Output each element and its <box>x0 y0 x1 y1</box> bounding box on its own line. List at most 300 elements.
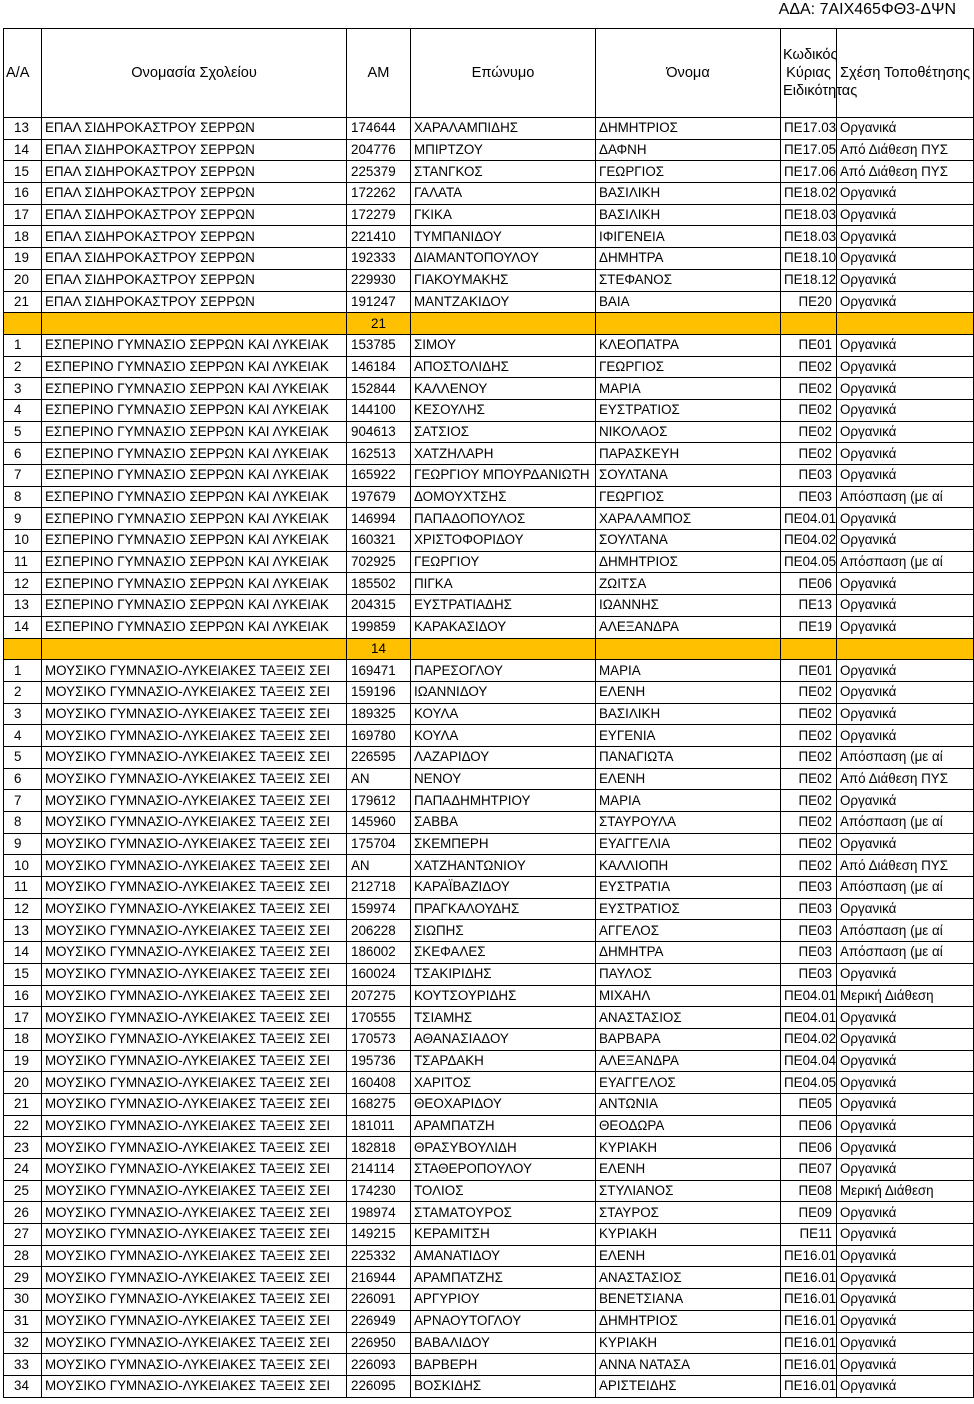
cell-surname: ΓΙΑΚΟΥΜΑΚΗΣ <box>411 269 596 291</box>
cell-surname: ΒΑΒΑΛΙΔΟΥ <box>411 1332 596 1354</box>
cell-am: 198974 <box>347 1202 411 1224</box>
cell-am: 191247 <box>347 291 411 313</box>
table-row <box>4 161 974 183</box>
table-row <box>4 963 974 985</box>
cell-name: ΜΑΡΙΑ <box>596 378 781 400</box>
cell-surname: ΣΚΕΦΑΛΕΣ <box>411 942 596 964</box>
table-row <box>4 1137 974 1159</box>
cell-aa: 29 <box>4 1267 42 1289</box>
group-count-blank <box>781 638 837 660</box>
cell-school: ΜΟΥΣΙΚΟ ΓΥΜΝΑΣΙΟ-ΛΥΚΕΙΑΚΕΣ ΤΑΞΕΙΣ ΣΕΙ <box>42 1028 347 1050</box>
cell-aa: 3 <box>4 378 42 400</box>
cell-am: 226095 <box>347 1375 411 1397</box>
cell-aa: 7 <box>4 790 42 812</box>
cell-school: ΕΣΠΕΡΙΝΟ ΓΥΜΝΑΣΙΟ ΣΕΡΡΩΝ ΚΑΙ ΛΥΚΕΙΑΚ <box>42 616 347 638</box>
document-ada-code: ΑΔΑ: 7ΑΙΧ465ΦΘ3-ΔΨΝ <box>778 1 956 18</box>
cell-school: ΕΠΑΛ ΣΙΔΗΡΟΚΑΣΤΡΟΥ ΣΕΡΡΩΝ <box>42 291 347 313</box>
cell-specialty: ΠΕ06 <box>781 1115 837 1137</box>
cell-specialty: ΠΕ02 <box>781 855 837 877</box>
cell-specialty: ΠΕ04.04 <box>781 1050 837 1072</box>
table-row <box>4 768 974 790</box>
cell-school: ΕΣΠΕΡΙΝΟ ΓΥΜΝΑΣΙΟ ΣΕΡΡΩΝ ΚΑΙ ΛΥΚΕΙΑΚ <box>42 378 347 400</box>
cell-name: ΠΑΥΛΟΣ <box>596 963 781 985</box>
table-row <box>4 1007 974 1029</box>
cell-am: 199859 <box>347 616 411 638</box>
cell-surname: ΓΕΩΡΓΙΟΥ ΜΠΟΥΡΔΑΝΙΩΤΗ <box>411 465 596 487</box>
cell-specialty: ΠΕ16.01 <box>781 1267 837 1289</box>
cell-name: ΓΕΩΡΓΙΟΣ <box>596 356 781 378</box>
cell-school: ΜΟΥΣΙΚΟ ΓΥΜΝΑΣΙΟ-ΛΥΚΕΙΑΚΕΣ ΤΑΞΕΙΣ ΣΕΙ <box>42 725 347 747</box>
cell-am: 214114 <box>347 1159 411 1181</box>
cell-school: ΕΣΠΕΡΙΝΟ ΓΥΜΝΑΣΙΟ ΣΕΡΡΩΝ ΚΑΙ ΛΥΚΕΙΑΚ <box>42 334 347 356</box>
cell-relation: Από Διάθεση ΠΥΣ <box>837 161 974 183</box>
cell-am: 226093 <box>347 1354 411 1376</box>
cell-specialty: ΠΕ03 <box>781 898 837 920</box>
table-row <box>4 399 974 421</box>
cell-aa: 31 <box>4 1310 42 1332</box>
cell-aa: 9 <box>4 508 42 530</box>
table-row <box>4 595 974 617</box>
cell-name: ΔΗΜΗΤΡΙΟΣ <box>596 1310 781 1332</box>
table-row <box>4 877 974 899</box>
cell-surname: ΓΑΛΑΤΑ <box>411 183 596 205</box>
cell-relation: Οργανικά <box>837 334 974 356</box>
cell-aa: 1 <box>4 334 42 356</box>
table-row <box>4 985 974 1007</box>
table-row <box>4 530 974 552</box>
cell-surname: ΑΠΟΣΤΟΛΙΔΗΣ <box>411 356 596 378</box>
cell-name: ΕΥΑΓΓΕΛΟΣ <box>596 1072 781 1094</box>
cell-school: ΜΟΥΣΙΚΟ ΓΥΜΝΑΣΙΟ-ΛΥΚΕΙΑΚΕΣ ΤΑΞΕΙΣ ΣΕΙ <box>42 855 347 877</box>
cell-am: 904613 <box>347 421 411 443</box>
cell-aa: 5 <box>4 746 42 768</box>
table-row <box>4 1354 974 1376</box>
cell-aa: 13 <box>4 920 42 942</box>
cell-surname: ΣΑΤΣΙΟΣ <box>411 421 596 443</box>
table-row <box>4 421 974 443</box>
cell-name: ΠΑΡΑΣΚΕΥΗ <box>596 443 781 465</box>
cell-specialty: ΠΕ03 <box>781 877 837 899</box>
cell-name: ΣΟΥΛΤΑΝΑ <box>596 530 781 552</box>
cell-specialty: ΠΕ04.01 <box>781 508 837 530</box>
cell-school: ΜΟΥΣΙΚΟ ΓΥΜΝΑΣΙΟ-ΛΥΚΕΙΑΚΕΣ ΤΑΞΕΙΣ ΣΕΙ <box>42 1093 347 1115</box>
cell-am: 204776 <box>347 139 411 161</box>
cell-name: ΣΤΑΥΡΟΥΛΑ <box>596 812 781 834</box>
cell-name: ΣΤΕΦΑΝΟΣ <box>596 269 781 291</box>
cell-am: 221410 <box>347 226 411 248</box>
cell-surname: ΧΡΙΣΤΟΦΟΡΙΔΟΥ <box>411 530 596 552</box>
cell-name: ΣΤΑΥΡΟΣ <box>596 1202 781 1224</box>
cell-aa: 12 <box>4 898 42 920</box>
cell-school: ΜΟΥΣΙΚΟ ΓΥΜΝΑΣΙΟ-ΛΥΚΕΙΑΚΕΣ ΤΑΞΕΙΣ ΣΕΙ <box>42 877 347 899</box>
cell-am: 170555 <box>347 1007 411 1029</box>
group-count: 21 <box>347 313 411 335</box>
cell-am: 165922 <box>347 465 411 487</box>
header-specialty: Κωδικός Κύριας Ειδικότητας <box>781 29 837 118</box>
cell-relation: Οργανικά <box>837 1050 974 1072</box>
cell-relation: Οργανικά <box>837 1289 974 1311</box>
cell-relation: Απόσπαση (με αί <box>837 746 974 768</box>
cell-specialty: ΠΕ06 <box>781 573 837 595</box>
cell-name: ΒΑΣΙΛΙΚΗ <box>596 204 781 226</box>
cell-relation: Οργανικά <box>837 790 974 812</box>
cell-specialty: ΠΕ02 <box>781 790 837 812</box>
cell-am: 204315 <box>347 595 411 617</box>
cell-specialty: ΠΕ01 <box>781 334 837 356</box>
table-row <box>4 1332 974 1354</box>
cell-specialty: ΠΕ04.05 <box>781 551 837 573</box>
cell-school: ΜΟΥΣΙΚΟ ΓΥΜΝΑΣΙΟ-ΛΥΚΕΙΑΚΕΣ ΤΑΞΕΙΣ ΣΕΙ <box>42 1137 347 1159</box>
cell-name: ΜΑΡΙΑ <box>596 660 781 682</box>
cell-specialty: ΠΕ02 <box>781 768 837 790</box>
cell-specialty: ΠΕ02 <box>781 703 837 725</box>
group-count-blank <box>4 638 42 660</box>
header-aa: Α/Α <box>4 29 42 118</box>
group-count-row <box>4 313 974 335</box>
cell-specialty: ΠΕ02 <box>781 356 837 378</box>
cell-relation: Μερική Διάθεση <box>837 1180 974 1202</box>
cell-aa: 9 <box>4 833 42 855</box>
cell-school: ΜΟΥΣΙΚΟ ΓΥΜΝΑΣΙΟ-ΛΥΚΕΙΑΚΕΣ ΤΑΞΕΙΣ ΣΕΙ <box>42 1354 347 1376</box>
table-row <box>4 226 974 248</box>
cell-am: 174230 <box>347 1180 411 1202</box>
cell-am: 175704 <box>347 833 411 855</box>
header-school: Ονομασία Σχολείου <box>42 29 347 118</box>
cell-specialty: ΠΕ16.01 <box>781 1289 837 1311</box>
cell-name: ΚΛΕΟΠΑΤΡΑ <box>596 334 781 356</box>
cell-am: 186002 <box>347 942 411 964</box>
group-count-blank <box>42 313 347 335</box>
table-body <box>4 118 974 1398</box>
cell-aa: 20 <box>4 269 42 291</box>
cell-school: ΕΠΑΛ ΣΙΔΗΡΟΚΑΣΤΡΟΥ ΣΕΡΡΩΝ <box>42 248 347 270</box>
cell-relation: Οργανικά <box>837 681 974 703</box>
cell-specialty: ΠΕ19 <box>781 616 837 638</box>
header-relation: Σχέση Τοποθέτησης <box>837 29 974 118</box>
cell-name: ΔΗΜΗΤΡΙΟΣ <box>596 551 781 573</box>
cell-aa: 26 <box>4 1202 42 1224</box>
cell-name: ΓΕΩΡΓΙΟΣ <box>596 161 781 183</box>
cell-surname: ΑΜΑΝΑΤΙΔΟΥ <box>411 1245 596 1267</box>
cell-am: 169780 <box>347 725 411 747</box>
header-surname: Επώνυμο <box>411 29 596 118</box>
cell-school: ΕΣΠΕΡΙΝΟ ΓΥΜΝΑΣΙΟ ΣΕΡΡΩΝ ΚΑΙ ΛΥΚΕΙΑΚ <box>42 399 347 421</box>
cell-specialty: ΠΕ18.03 <box>781 226 837 248</box>
cell-aa: 10 <box>4 855 42 877</box>
cell-specialty: ΠΕ16.01 <box>781 1375 837 1397</box>
cell-school: ΕΣΠΕΡΙΝΟ ΓΥΜΝΑΣΙΟ ΣΕΡΡΩΝ ΚΑΙ ΛΥΚΕΙΑΚ <box>42 595 347 617</box>
cell-specialty: ΠΕ02 <box>781 681 837 703</box>
cell-school: ΕΣΠΕΡΙΝΟ ΓΥΜΝΑΣΙΟ ΣΕΡΡΩΝ ΚΑΙ ΛΥΚΕΙΑΚ <box>42 551 347 573</box>
cell-school: ΕΣΠΕΡΙΝΟ ΓΥΜΝΑΣΙΟ ΣΕΡΡΩΝ ΚΑΙ ΛΥΚΕΙΑΚ <box>42 508 347 530</box>
cell-aa: 6 <box>4 443 42 465</box>
cell-relation: Οργανικά <box>837 1224 974 1246</box>
cell-name: ΚΑΛΛΙΟΠΗ <box>596 855 781 877</box>
cell-relation: Οργανικά <box>837 616 974 638</box>
cell-am: ΑΝ <box>347 768 411 790</box>
table-row <box>4 833 974 855</box>
cell-name: ΑΝΑΣΤΑΣΙΟΣ <box>596 1267 781 1289</box>
group-count-blank <box>837 638 974 660</box>
cell-name: ΙΦΙΓΕΝΕΙΑ <box>596 226 781 248</box>
cell-specialty: ΠΕ13 <box>781 595 837 617</box>
table-row <box>4 1093 974 1115</box>
cell-am: 192333 <box>347 248 411 270</box>
cell-aa: 13 <box>4 118 42 140</box>
cell-aa: 24 <box>4 1159 42 1181</box>
cell-relation: Οργανικά <box>837 660 974 682</box>
cell-relation: Οργανικά <box>837 725 974 747</box>
cell-name: ΔΗΜΗΤΡΑ <box>596 248 781 270</box>
cell-relation: Οργανικά <box>837 118 974 140</box>
cell-aa: 12 <box>4 573 42 595</box>
cell-relation: Οργανικά <box>837 1137 974 1159</box>
cell-am: 145960 <box>347 812 411 834</box>
cell-relation: Οργανικά <box>837 1202 974 1224</box>
cell-relation: Οργανικά <box>837 269 974 291</box>
cell-surname: ΑΡΓΥΡΙΟΥ <box>411 1289 596 1311</box>
cell-specialty: ΠΕ03 <box>781 963 837 985</box>
table-row <box>4 1072 974 1094</box>
cell-name: ΚΥΡΙΑΚΗ <box>596 1224 781 1246</box>
cell-surname: ΤΣΑΡΔΑΚΗ <box>411 1050 596 1072</box>
cell-specialty: ΠΕ16.01 <box>781 1310 837 1332</box>
table-row <box>4 291 974 313</box>
cell-aa: 28 <box>4 1245 42 1267</box>
cell-name: ΑΡΙΣΤΕΙΔΗΣ <box>596 1375 781 1397</box>
cell-relation: Απόσπαση (με αί <box>837 812 974 834</box>
table-row <box>4 1310 974 1332</box>
cell-name: ΧΑΡΑΛΑΜΠΟΣ <box>596 508 781 530</box>
cell-surname: ΠΑΡΕΣΟΓΛΟΥ <box>411 660 596 682</box>
cell-school: ΕΣΠΕΡΙΝΟ ΓΥΜΝΑΣΙΟ ΣΕΡΡΩΝ ΚΑΙ ΛΥΚΕΙΑΚ <box>42 486 347 508</box>
cell-specialty: ΠΕ16.01 <box>781 1354 837 1376</box>
cell-name: ΕΥΑΓΓΕΛΙΑ <box>596 833 781 855</box>
cell-school: ΜΟΥΣΙΚΟ ΓΥΜΝΑΣΙΟ-ΛΥΚΕΙΑΚΕΣ ΤΑΞΕΙΣ ΣΕΙ <box>42 1332 347 1354</box>
cell-aa: 19 <box>4 1050 42 1072</box>
cell-am: 185502 <box>347 573 411 595</box>
cell-relation: Οργανικά <box>837 378 974 400</box>
cell-am: 153785 <box>347 334 411 356</box>
cell-specialty: ΠΕ02 <box>781 725 837 747</box>
cell-relation: Οργανικά <box>837 465 974 487</box>
cell-relation: Οργανικά <box>837 248 974 270</box>
cell-surname: ΣΙΜΟΥ <box>411 334 596 356</box>
cell-am: 159974 <box>347 898 411 920</box>
cell-surname: ΔΙΑΜΑΝΤΟΠΟΥΛΟΥ <box>411 248 596 270</box>
cell-name: ΜΙΧΑΗΛ <box>596 985 781 1007</box>
table-row <box>4 334 974 356</box>
cell-specialty: ΠΕ01 <box>781 660 837 682</box>
cell-am: 172262 <box>347 183 411 205</box>
cell-specialty: ΠΕ18.10 <box>781 248 837 270</box>
cell-specialty: ΠΕ02 <box>781 378 837 400</box>
cell-school: ΜΟΥΣΙΚΟ ΓΥΜΝΑΣΙΟ-ΛΥΚΕΙΑΚΕΣ ΤΑΞΕΙΣ ΣΕΙ <box>42 920 347 942</box>
cell-relation: Οργανικά <box>837 1159 974 1181</box>
group-count-blank <box>596 313 781 335</box>
cell-am: 207275 <box>347 985 411 1007</box>
cell-relation: Οργανικά <box>837 1332 974 1354</box>
cell-am: 212718 <box>347 877 411 899</box>
table-row <box>4 508 974 530</box>
cell-school: ΜΟΥΣΙΚΟ ΓΥΜΝΑΣΙΟ-ΛΥΚΕΙΑΚΕΣ ΤΑΞΕΙΣ ΣΕΙ <box>42 660 347 682</box>
table-row <box>4 573 974 595</box>
cell-aa: 4 <box>4 725 42 747</box>
table-row <box>4 616 974 638</box>
cell-relation: Οργανικά <box>837 356 974 378</box>
table-row <box>4 248 974 270</box>
table-row <box>4 378 974 400</box>
group-count-blank <box>837 313 974 335</box>
cell-aa: 34 <box>4 1375 42 1397</box>
cell-name: ΔΑΦΝΗ <box>596 139 781 161</box>
cell-aa: 7 <box>4 465 42 487</box>
cell-aa: 32 <box>4 1332 42 1354</box>
cell-relation: Από Διάθεση ΠΥΣ <box>837 855 974 877</box>
cell-relation: Οργανικά <box>837 1115 974 1137</box>
cell-surname: ΠΙΓΚΑ <box>411 573 596 595</box>
cell-specialty: ΠΕ05 <box>781 1093 837 1115</box>
cell-relation: Οργανικά <box>837 1354 974 1376</box>
cell-name: ΔΗΜΗΤΡΙΟΣ <box>596 118 781 140</box>
cell-am: 225379 <box>347 161 411 183</box>
cell-specialty: ΠΕ18.03 <box>781 204 837 226</box>
cell-school: ΕΣΠΕΡΙΝΟ ΓΥΜΝΑΣΙΟ ΣΕΡΡΩΝ ΚΑΙ ΛΥΚΕΙΑΚ <box>42 356 347 378</box>
group-count-blank <box>4 313 42 335</box>
cell-name: ΒΑΣΙΛΙΚΗ <box>596 703 781 725</box>
cell-school: ΜΟΥΣΙΚΟ ΓΥΜΝΑΣΙΟ-ΛΥΚΕΙΑΚΕΣ ΤΑΞΕΙΣ ΣΕΙ <box>42 942 347 964</box>
cell-school: ΜΟΥΣΙΚΟ ΓΥΜΝΑΣΙΟ-ΛΥΚΕΙΑΚΕΣ ΤΑΞΕΙΣ ΣΕΙ <box>42 898 347 920</box>
group-count-blank <box>411 638 596 660</box>
cell-aa: 14 <box>4 616 42 638</box>
cell-school: ΜΟΥΣΙΚΟ ΓΥΜΝΑΣΙΟ-ΛΥΚΕΙΑΚΕΣ ΤΑΞΕΙΣ ΣΕΙ <box>42 985 347 1007</box>
cell-am: 146994 <box>347 508 411 530</box>
cell-school: ΕΠΑΛ ΣΙΔΗΡΟΚΑΣΤΡΟΥ ΣΕΡΡΩΝ <box>42 204 347 226</box>
cell-relation: Οργανικά <box>837 1093 974 1115</box>
cell-name: ΖΩΙΤΣΑ <box>596 573 781 595</box>
cell-specialty: ΠΕ03 <box>781 920 837 942</box>
cell-am: 152844 <box>347 378 411 400</box>
cell-relation: Οργανικά <box>837 183 974 205</box>
cell-school: ΕΣΠΕΡΙΝΟ ΓΥΜΝΑΣΙΟ ΣΕΡΡΩΝ ΚΑΙ ΛΥΚΕΙΑΚ <box>42 465 347 487</box>
cell-aa: 3 <box>4 703 42 725</box>
table-row <box>4 1202 974 1224</box>
table-row <box>4 1267 974 1289</box>
cell-aa: 13 <box>4 595 42 617</box>
cell-relation: Οργανικά <box>837 443 974 465</box>
cell-am: 160321 <box>347 530 411 552</box>
cell-specialty: ΠΕ04.02 <box>781 530 837 552</box>
cell-am: 160408 <box>347 1072 411 1094</box>
cell-surname: ΠΑΠΑΔΗΜΗΤΡΙΟΥ <box>411 790 596 812</box>
cell-aa: 11 <box>4 551 42 573</box>
cell-specialty: ΠΕ02 <box>781 833 837 855</box>
cell-aa: 8 <box>4 486 42 508</box>
cell-school: ΜΟΥΣΙΚΟ ΓΥΜΝΑΣΙΟ-ΛΥΚΕΙΑΚΕΣ ΤΑΞΕΙΣ ΣΕΙ <box>42 1245 347 1267</box>
cell-school: ΜΟΥΣΙΚΟ ΓΥΜΝΑΣΙΟ-ΛΥΚΕΙΑΚΕΣ ΤΑΞΕΙΣ ΣΕΙ <box>42 1072 347 1094</box>
cell-aa: 5 <box>4 421 42 443</box>
cell-aa: 2 <box>4 681 42 703</box>
cell-school: ΜΟΥΣΙΚΟ ΓΥΜΝΑΣΙΟ-ΛΥΚΕΙΑΚΕΣ ΤΑΞΕΙΣ ΣΕΙ <box>42 1180 347 1202</box>
cell-aa: 1 <box>4 660 42 682</box>
cell-relation: Από Διάθεση ΠΥΣ <box>837 768 974 790</box>
cell-specialty: ΠΕ17.03 <box>781 118 837 140</box>
cell-aa: 15 <box>4 161 42 183</box>
cell-surname: ΒΑΡΒΕΡΗ <box>411 1354 596 1376</box>
cell-surname: ΣΤΑΝΓΚΟΣ <box>411 161 596 183</box>
cell-relation: Οργανικά <box>837 204 974 226</box>
cell-am: 226949 <box>347 1310 411 1332</box>
table-row <box>4 465 974 487</box>
cell-school: ΜΟΥΣΙΚΟ ΓΥΜΝΑΣΙΟ-ΛΥΚΕΙΑΚΕΣ ΤΑΞΕΙΣ ΣΕΙ <box>42 746 347 768</box>
cell-specialty: ΠΕ08 <box>781 1180 837 1202</box>
header-row <box>4 29 974 118</box>
table-row <box>4 443 974 465</box>
cell-school: ΜΟΥΣΙΚΟ ΓΥΜΝΑΣΙΟ-ΛΥΚΕΙΑΚΕΣ ΤΑΞΕΙΣ ΣΕΙ <box>42 768 347 790</box>
table-row <box>4 1375 974 1397</box>
cell-school: ΕΠΑΛ ΣΙΔΗΡΟΚΑΣΤΡΟΥ ΣΕΡΡΩΝ <box>42 226 347 248</box>
cell-am: 144100 <box>347 399 411 421</box>
cell-relation: Οργανικά <box>837 291 974 313</box>
cell-name: ΑΛΕΞΑΝΔΡΑ <box>596 1050 781 1072</box>
cell-name: ΕΥΓΕΝΙΑ <box>596 725 781 747</box>
cell-relation: Οργανικά <box>837 399 974 421</box>
cell-surname: ΓΚΙΚΑ <box>411 204 596 226</box>
cell-am: 216944 <box>347 1267 411 1289</box>
cell-name: ΝΙΚΟΛΑΟΣ <box>596 421 781 443</box>
table-row <box>4 118 974 140</box>
cell-surname: ΘΕΟΧΑΡΙΔΟΥ <box>411 1093 596 1115</box>
cell-am: 159196 <box>347 681 411 703</box>
cell-surname: ΤΟΛΙΟΣ <box>411 1180 596 1202</box>
cell-aa: 21 <box>4 291 42 313</box>
cell-am: 226950 <box>347 1332 411 1354</box>
cell-aa: 15 <box>4 963 42 985</box>
table-row <box>4 356 974 378</box>
cell-am: 197679 <box>347 486 411 508</box>
cell-school: ΕΠΑΛ ΣΙΔΗΡΟΚΑΣΤΡΟΥ ΣΕΡΡΩΝ <box>42 118 347 140</box>
cell-specialty: ΠΕ04.05 <box>781 1072 837 1094</box>
cell-am: 162513 <box>347 443 411 465</box>
cell-am: 174644 <box>347 118 411 140</box>
table-header <box>4 29 974 118</box>
cell-relation: Οργανικά <box>837 421 974 443</box>
cell-specialty: ΠΕ20 <box>781 291 837 313</box>
cell-relation: Οργανικά <box>837 573 974 595</box>
cell-aa: 6 <box>4 768 42 790</box>
cell-surname: ΧΑΤΖΗΛΑΡΗ <box>411 443 596 465</box>
cell-school: ΜΟΥΣΙΚΟ ΓΥΜΝΑΣΙΟ-ΛΥΚΕΙΑΚΕΣ ΤΑΞΕΙΣ ΣΕΙ <box>42 790 347 812</box>
cell-surname: ΑΡΑΜΠΑΤΖΗ <box>411 1115 596 1137</box>
table-row <box>4 855 974 877</box>
cell-surname: ΧΑΡΑΛΑΜΠΙΔΗΣ <box>411 118 596 140</box>
cell-relation: Απόσπαση (με αί <box>837 486 974 508</box>
cell-name: ΑΓΓΕΛΟΣ <box>596 920 781 942</box>
cell-surname: ΝΕΝΟΥ <box>411 768 596 790</box>
cell-relation: Οργανικά <box>837 833 974 855</box>
cell-am: 149215 <box>347 1224 411 1246</box>
cell-aa: 14 <box>4 942 42 964</box>
table-row <box>4 1050 974 1072</box>
cell-am: 179612 <box>347 790 411 812</box>
cell-surname: ΑΘΑΝΑΣΙΑΔΟΥ <box>411 1028 596 1050</box>
cell-name: ΕΛΕΝΗ <box>596 681 781 703</box>
cell-specialty: ΠΕ18.12 <box>781 269 837 291</box>
cell-specialty: ΠΕ06 <box>781 1137 837 1159</box>
cell-name: ΒΕΝΕΤΣΙΑΝΑ <box>596 1289 781 1311</box>
cell-surname: ΕΥΣΤΡΑΤΙΑΔΗΣ <box>411 595 596 617</box>
cell-am: 206228 <box>347 920 411 942</box>
